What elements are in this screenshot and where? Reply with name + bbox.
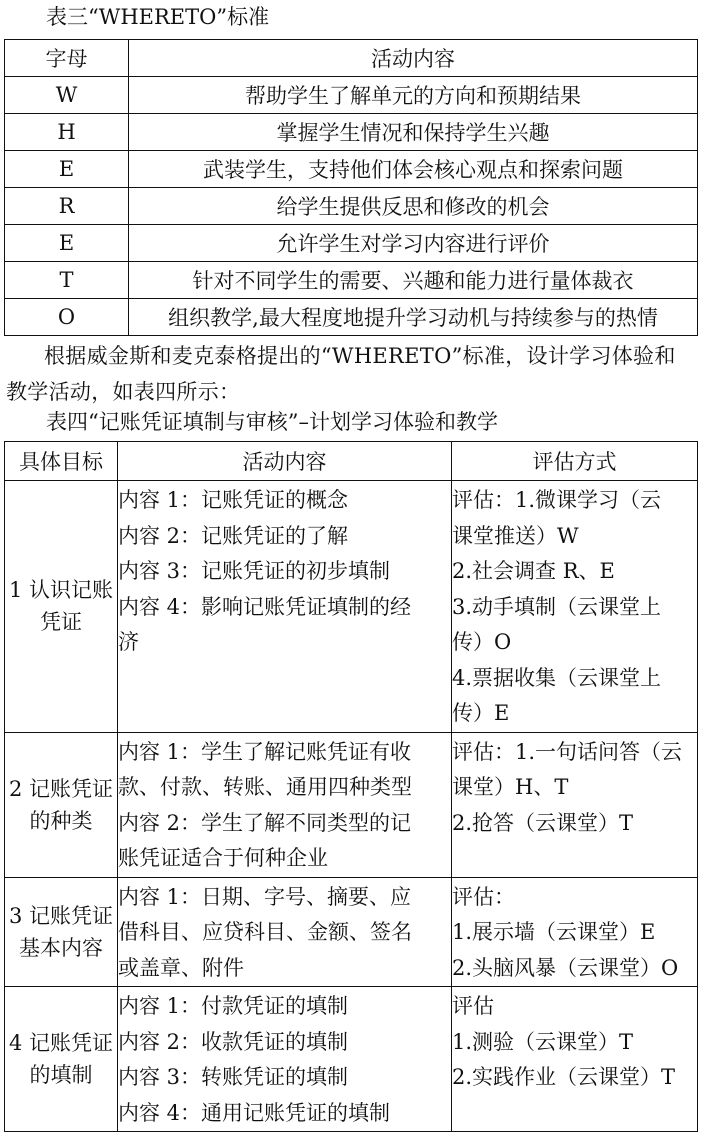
- table-row: [5, 732, 698, 877]
- activity-cell: 组织教学,最大程度地提升学习动机与持续参与的热情: [129, 299, 698, 336]
- assessment-line: 4.票据收集（云课堂上: [452, 665, 662, 690]
- assessment-line: 传）E: [452, 701, 510, 725]
- table-row: [5, 987, 698, 1132]
- table-row: [5, 262, 698, 299]
- activity-line: 内容 1：日期、字号、摘要、应: [118, 884, 412, 909]
- letter-cell: R: [5, 188, 129, 225]
- activity-line: 内容 2：收款凭证的填制: [118, 1029, 349, 1054]
- learning-activities-table: [4, 441, 698, 1132]
- table-row: [5, 481, 698, 733]
- column-header-goal: 具体目标: [5, 442, 118, 481]
- activity-cell: 武装学生，支持他们体会核心观点和探索问题: [129, 151, 698, 188]
- column-header-activity: 活动内容: [129, 40, 698, 77]
- table-header-row: [5, 40, 698, 77]
- activity-line: 内容 3：转账凭证的填制: [118, 1065, 349, 1089]
- activity-cell: 给学生提供反思和修改的机会: [129, 188, 698, 225]
- assessment-line: 评估: [452, 994, 494, 1018]
- activity-cell: [118, 877, 452, 987]
- activity-line: 济: [118, 630, 139, 654]
- activity-line: 借科目、应贷科目、金额、签名: [118, 920, 412, 944]
- activity-line: 内容 4：通用记账凭证的填制: [118, 1100, 391, 1125]
- assessment-line: 评估：1.一句话问答（云: [452, 739, 683, 764]
- assessment-line: 2.实践作业（云课堂）T: [452, 1065, 676, 1089]
- table3-caption: 表三“WHERETO”标准: [46, 5, 270, 29]
- activity-line: 或盖章、附件: [118, 955, 244, 980]
- table4-caption: 表四“记账凭证填制与审核”–计划学习体验和教学: [46, 410, 498, 434]
- table-row: [5, 114, 698, 151]
- activity-cell: 允许学生对学习内容进行评价: [129, 225, 698, 262]
- assessment-cell: [452, 987, 698, 1132]
- activity-line: 内容 2：记账凭证的了解: [118, 523, 349, 548]
- assessment-line: 2.抢答（云课堂）T: [452, 810, 634, 835]
- table-row: [5, 151, 698, 188]
- assessment-line: 2.头脑风暴（云课堂）O: [452, 955, 679, 980]
- goal-cell: 3 记账凭证基本内容: [5, 877, 118, 987]
- assessment-line: 1.展示墙（云课堂）E: [452, 920, 656, 944]
- activity-line: 内容 1：学生了解记账凭证有收: [118, 739, 412, 764]
- table-row: [5, 299, 698, 336]
- activity-line: 内容 3：记账凭证的初步填制: [118, 559, 391, 583]
- activity-line: 款、付款、转账、通用四种类型: [118, 775, 412, 799]
- assessment-line: 评估：: [452, 884, 515, 909]
- activity-cell: [118, 481, 452, 733]
- activity-line: 内容 1：记账凭证的概念: [118, 488, 349, 512]
- assessment-line: 传）O: [452, 630, 512, 654]
- table-row: [5, 188, 698, 225]
- assessment-line: 课堂推送）W: [452, 523, 579, 548]
- activity-line: 内容 1：付款凭证的填制: [118, 994, 349, 1018]
- assessment-line: 课堂）H、T: [452, 775, 569, 799]
- body-paragraph: 根据威金斯和麦克泰格提出的“WHERETO”标准，设计学习体验和教学活动，如表四所示：: [6, 344, 676, 404]
- goal-cell: 1 认识记账凭证: [5, 481, 118, 733]
- activity-cell: [118, 987, 452, 1132]
- activity-line: 账凭证适合于何种企业: [118, 846, 328, 870]
- table-header-row: [5, 442, 698, 481]
- assessment-cell: [452, 877, 698, 987]
- whereto-table: [4, 39, 698, 336]
- letter-cell: T: [5, 262, 129, 299]
- activity-cell: [118, 732, 452, 877]
- letter-cell: E: [5, 225, 129, 262]
- activity-cell: 针对不同学生的需要、兴趣和能力进行量体裁衣: [129, 262, 698, 299]
- letter-cell: H: [5, 114, 129, 151]
- table-row: [5, 77, 698, 114]
- table-row: [5, 225, 698, 262]
- table-row: [5, 877, 698, 987]
- letter-cell: O: [5, 299, 129, 336]
- letter-cell: W: [5, 77, 129, 114]
- assessment-line: 评估：1.微课学习（云: [452, 488, 662, 512]
- activity-cell: 帮助学生了解单元的方向和预期结果: [129, 77, 698, 114]
- activity-line: 内容 2：学生了解不同类型的记: [118, 810, 412, 835]
- column-header-letter: 字母: [5, 40, 129, 77]
- assessment-cell: [452, 732, 698, 877]
- goal-cell: 2 记账凭证的种类: [5, 732, 118, 877]
- assessment-line: 1.测验（云课堂）T: [452, 1029, 634, 1054]
- letter-cell: E: [5, 151, 129, 188]
- activity-line: 内容 4：影响记账凭证填制的经: [118, 594, 412, 619]
- column-header-assessment: 评估方式: [452, 442, 698, 481]
- assessment-line: 3.动手填制（云课堂上: [452, 594, 662, 619]
- column-header-activity: 活动内容: [118, 442, 452, 481]
- assessment-line: 2.社会调查 R、E: [452, 559, 615, 583]
- assessment-cell: [452, 481, 698, 733]
- activity-cell: 掌握学生情况和保持学生兴趣: [129, 114, 698, 151]
- goal-cell: 4 记账凭证的填制: [5, 987, 118, 1132]
